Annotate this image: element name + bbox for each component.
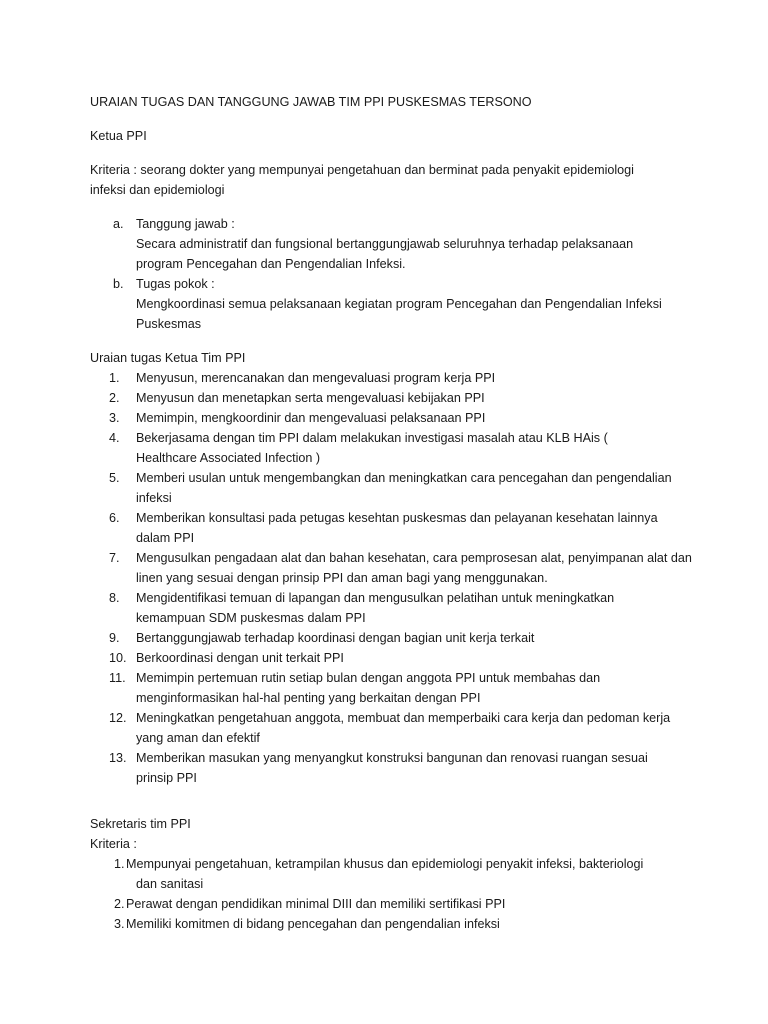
document-title: URAIAN TUGAS DAN TANGGUNG JAWAB TIM PPI PUSKESMAS TERSONO: [90, 95, 532, 109]
list-marker: 6.: [109, 511, 120, 525]
list-marker: 3.: [109, 411, 120, 425]
item-text: Menyusun dan menetapkan serta mengevaluasi kebijakan PPI: [136, 391, 485, 405]
item-text: Memimpin pertemuan rutin setiap bulan dengan anggota PPI untuk membahas dan menginformasikan hal-hal penting yang berkaitan dengan PPI: [136, 671, 601, 705]
list-marker: a.: [113, 217, 124, 231]
item-text: Bertanggungjawab terhadap koordinasi dengan bagian unit kerja terkait: [136, 631, 535, 645]
item-text: Meningkatkan pengetahuan anggota, membuat dan memperbaiki cara kerja dan pedoman kerja yang aman dan efektif: [136, 711, 671, 745]
item-text: Memberi usulan untuk mengembangkan dan meningkatkan cara pencegahan dan pengendalian infeksi: [136, 471, 672, 505]
list-marker: 13.: [109, 751, 127, 765]
list-marker: 12.: [109, 711, 127, 725]
list-marker: 2.: [109, 391, 120, 405]
list-item: [90, 368, 690, 388]
item-text: Memberikan konsultasi pada petugas kesehtan puskesmas dan pelayanan kesehatan lainnya dalam PPI: [136, 511, 658, 545]
list-marker: 1.: [109, 371, 120, 385]
list-item: [90, 648, 690, 668]
list-marker: 8.: [109, 591, 120, 605]
list-item: [90, 388, 690, 408]
list-marker: 11.: [109, 671, 126, 685]
list-item: [90, 854, 690, 894]
list-item: [90, 214, 690, 274]
list-item: [90, 708, 696, 748]
list-marker: 1.: [114, 857, 125, 871]
item-text: Mengkoordinasi semua pelaksanaan kegiatan program Pencegahan dan Pengendalian Infeksi Puskesmas: [136, 297, 662, 331]
ketua-responsibility-list: [90, 214, 690, 334]
section-heading-uraian: Uraian tugas Ketua Tim PPI: [90, 351, 246, 365]
item-text: Secara administratif dan fungsional bertanggungjawab seluruhnya terhadap pelaksanaan program Pencegahan dan Pengendalian Infeksi.: [136, 237, 634, 271]
list-item: [90, 548, 696, 588]
list-item: [90, 914, 690, 934]
list-item: [90, 274, 690, 334]
list-item: [90, 668, 666, 708]
list-marker: 2.: [114, 897, 125, 911]
sekretaris-kriteria-list: [90, 854, 690, 934]
list-marker: 10.: [109, 651, 127, 665]
ketua-kriteria: Kriteria : seorang dokter yang mempunyai pengetahuan dan berminat pada penyakit epidemiologi infeksi dan epidemiologi: [90, 163, 634, 197]
list-item: [90, 894, 690, 914]
item-text: Menyusun, merencanakan dan mengevaluasi program kerja PPI: [136, 371, 496, 385]
item-text: Perawat dengan pendidikan minimal DIII dan memiliki sertifikasi PPI: [126, 897, 506, 911]
item-text: Memiliki komitmen di bidang pencegahan dan pengendalian infeksi: [126, 917, 500, 931]
list-marker: b.: [113, 277, 124, 291]
document-page: [90, 92, 690, 934]
item-text: Bekerjasama dengan tim PPI dalam melakukan investigasi masalah atau KLB HAis ( Healthcare Associated Infection ): [136, 431, 608, 465]
section-heading-ketua: Ketua PPI: [90, 129, 147, 143]
item-text: Mengidentifikasi temuan di lapangan dan mengusulkan pelatihan untuk meningkatkan kemampuan SDM puskesmas dalam PPI: [136, 591, 615, 625]
list-marker: 5.: [109, 471, 120, 485]
list-item: [90, 408, 690, 428]
list-marker: 4.: [109, 431, 120, 445]
item-text: Berkoordinasi dengan unit terkait PPI: [136, 651, 344, 665]
item-text: Mengusulkan pengadaan alat dan bahan kesehatan, cara pemprosesan alat, penyimpanan alat dan linen yang sesuai dengan prinsip PPI dan aman bagi yang menggunakan.: [136, 551, 692, 585]
item-text-continued: dan sanitasi: [136, 877, 204, 891]
list-marker: 7.: [109, 551, 120, 565]
item-text: Mempunyai pengetahuan, ketrampilan khusus dan epidemiologi penyakit infeksi, bakteriologi: [126, 857, 644, 871]
list-item: [90, 508, 686, 548]
item-text: Memberikan masukan yang menyangkut konstruksi bangunan dan renovasi ruangan sesuai prinsip PPI: [136, 751, 648, 785]
section-heading-sekretaris: Sekretaris tim PPI: [90, 817, 191, 831]
list-item: [90, 428, 666, 468]
list-marker: 9.: [109, 631, 120, 645]
sekretaris-kriteria-label: Kriteria :: [90, 837, 137, 851]
item-text: Memimpin, mengkoordinir dan mengevaluasi pelaksanaan PPI: [136, 411, 486, 425]
list-item: [90, 628, 690, 648]
item-label: Tugas pokok :: [136, 277, 215, 291]
item-label: Tanggung jawab :: [136, 217, 235, 231]
list-item: [90, 468, 696, 508]
list-item: [90, 588, 676, 628]
list-marker: 3.: [114, 917, 125, 931]
list-item: [90, 748, 676, 788]
uraian-task-list: [90, 368, 690, 788]
